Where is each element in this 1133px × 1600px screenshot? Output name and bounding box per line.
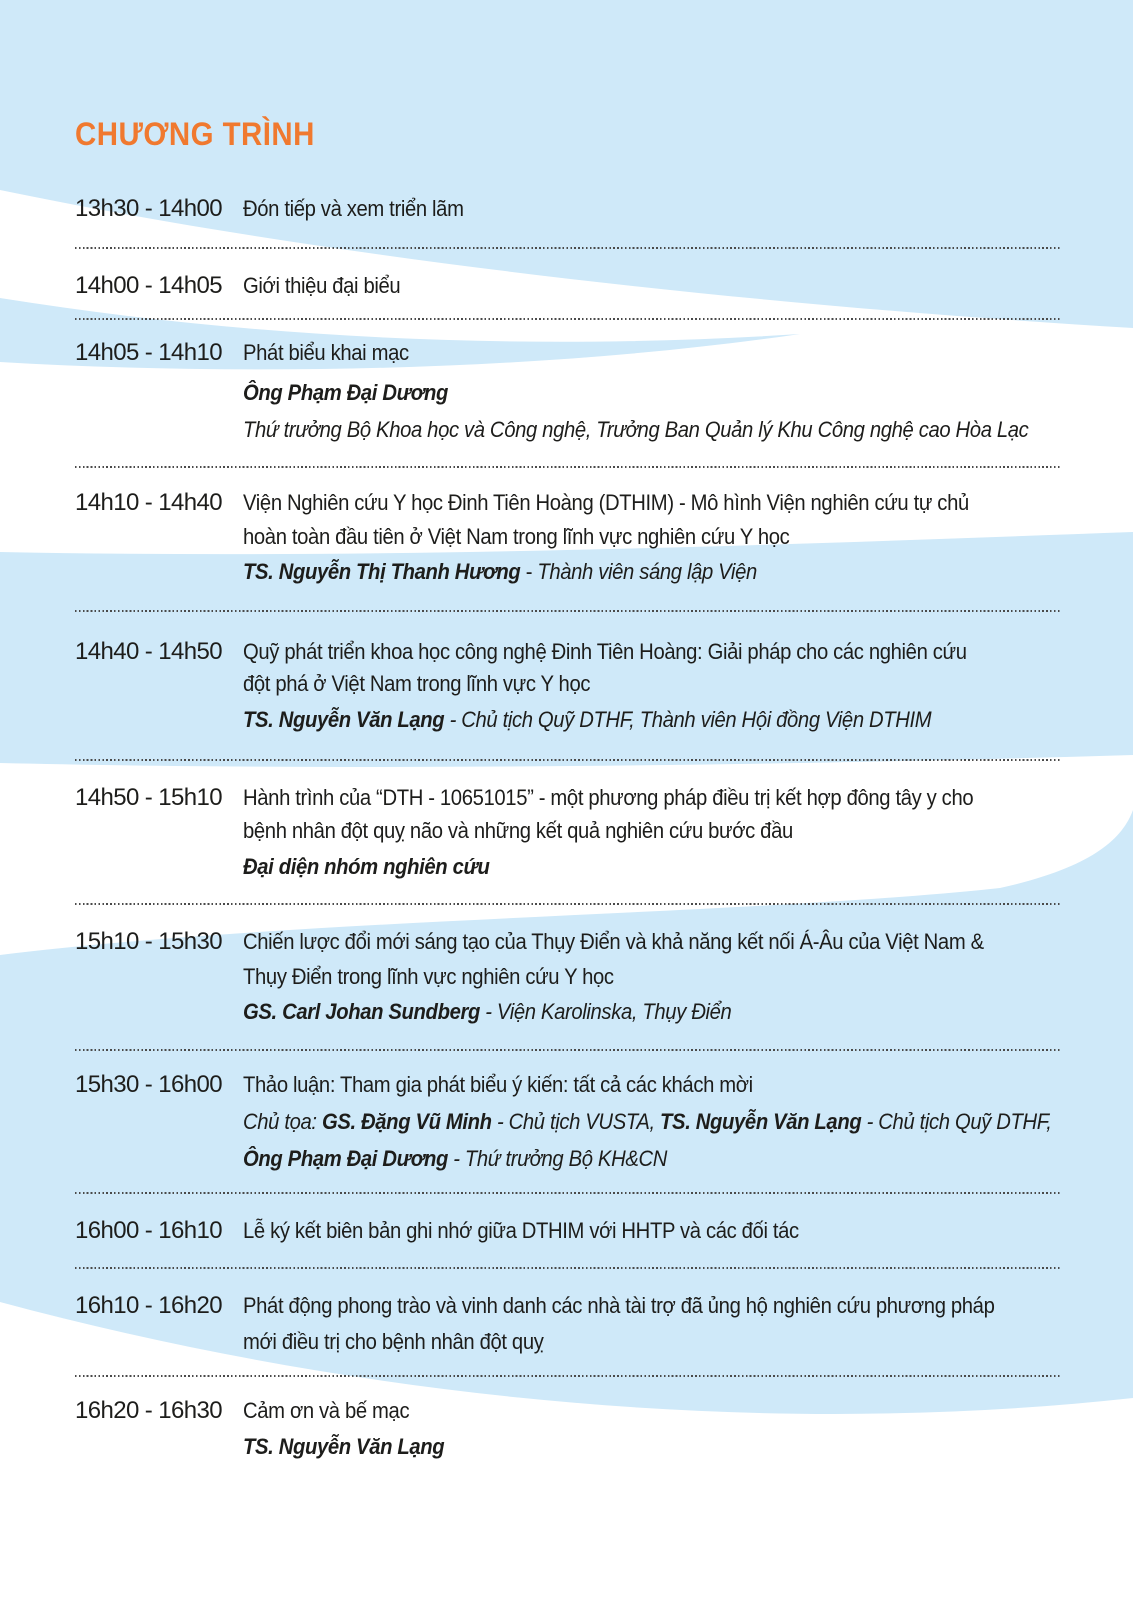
time-label: 15h30 - 16h00 bbox=[75, 1071, 223, 1098]
text-segment: Thành viên sáng lập Viện bbox=[537, 559, 757, 584]
dotted-separator bbox=[75, 759, 1060, 761]
page-title: CHƯƠNG TRÌNH bbox=[75, 116, 315, 152]
session-line bbox=[243, 671, 590, 697]
text-segment: Ông Phạm Đại Dương bbox=[243, 1146, 448, 1171]
text-segment: Phát động phong trào và vinh danh các nhà tài trợ đã ủng hộ nghiên cứu phương pháp bbox=[243, 1293, 995, 1318]
session-line bbox=[243, 196, 464, 222]
text-segment: TS. Nguyễn Văn Lạng bbox=[660, 1109, 862, 1134]
text-segment: Viện Karolinska, Thụy Điển bbox=[496, 999, 732, 1024]
session-line bbox=[243, 559, 757, 585]
text-segment: Hành trình của “DTH - 10651015” - một phương pháp điều trị kết hợp đông tây y cho bbox=[243, 785, 974, 810]
text-segment: TS. Nguyễn Văn Lạng bbox=[243, 1434, 445, 1459]
text-segment: TS. Nguyễn Thị Thanh Hương bbox=[243, 559, 521, 584]
session-line bbox=[243, 999, 731, 1025]
time-label: 16h20 - 16h30 bbox=[75, 1397, 223, 1424]
session-line bbox=[243, 1293, 994, 1319]
text-segment: TS. Nguyễn Văn Lạng bbox=[243, 707, 445, 732]
time-label: 16h10 - 16h20 bbox=[75, 1292, 223, 1319]
text-segment: Chủ tọa: bbox=[243, 1109, 322, 1134]
session-line bbox=[243, 273, 400, 299]
text-segment: - Thứ trưởng Bộ KH&CN bbox=[447, 1146, 668, 1171]
dotted-separator bbox=[75, 1375, 1060, 1377]
text-segment: đột phá ở Việt Nam trong lĩnh vực Y học bbox=[243, 671, 591, 696]
session-line bbox=[243, 929, 984, 955]
dotted-separator bbox=[75, 610, 1060, 612]
time-label: 14h10 - 14h40 bbox=[75, 489, 223, 516]
text-segment: Thảo luận: Tham gia phát biểu ý kiến: tất cả các khách mời bbox=[243, 1072, 753, 1097]
session-line bbox=[243, 1218, 799, 1244]
text-segment: Giới thiệu đại biểu bbox=[243, 273, 401, 298]
text-segment: mới điều trị cho bệnh nhân đột quỵ bbox=[243, 1329, 544, 1354]
dotted-separator bbox=[75, 247, 1060, 249]
text-segment: Đón tiếp và xem triển lãm bbox=[243, 196, 464, 221]
text-segment: - Chủ tịch VUSTA, bbox=[491, 1109, 661, 1134]
session-line bbox=[243, 524, 789, 550]
text-segment: Thứ trưởng Bộ Khoa học và Công nghệ, Trưởng Ban Quản lý Khu Công nghệ cao Hòa Lạc bbox=[243, 417, 1029, 442]
text-segment: Lễ ký kết biên bản ghi nhớ giữa DTHIM với HHTP và các đối tác bbox=[243, 1218, 799, 1243]
dotted-separator bbox=[75, 466, 1060, 468]
time-label: 14h00 - 14h05 bbox=[75, 272, 223, 299]
text-segment: Quỹ phát triển khoa học công nghệ Đinh Tiên Hoàng: Giải pháp cho các nghiên cứu bbox=[243, 639, 967, 664]
text-segment: GS. Đặng Vũ Minh bbox=[321, 1109, 492, 1134]
session-line bbox=[243, 340, 409, 366]
text-segment: - Chủ tịch Quỹ DTHF, bbox=[861, 1109, 1052, 1134]
text-segment: Chiến lược đổi mới sáng tạo của Thụy Điển và khả năng kết nối Á-Âu của Việt Nam & bbox=[243, 929, 984, 954]
text-segment: hoàn toàn đầu tiên ở Việt Nam trong lĩnh vực nghiên cứu Y học bbox=[243, 524, 790, 549]
session-line bbox=[243, 1146, 667, 1172]
session-line bbox=[243, 854, 490, 880]
session-line bbox=[243, 707, 931, 733]
text-segment: Thụy Điển trong lĩnh vực nghiên cứu Y học bbox=[243, 964, 614, 989]
session-line bbox=[243, 818, 793, 844]
text-segment: Chủ tịch Quỹ DTHF, Thành viên Hội đồng Viện DTHIM bbox=[461, 707, 932, 732]
time-label: 15h10 - 15h30 bbox=[75, 928, 223, 955]
session-line bbox=[243, 380, 448, 406]
session-line bbox=[243, 639, 967, 665]
text-segment: GS. Carl Johan Sundberg bbox=[243, 999, 481, 1024]
time-label: 14h40 - 14h50 bbox=[75, 638, 223, 665]
time-label: 16h00 - 16h10 bbox=[75, 1217, 223, 1244]
text-segment: Phát biểu khai mạc bbox=[243, 340, 409, 365]
session-line bbox=[243, 490, 969, 516]
time-label: 13h30 - 14h00 bbox=[75, 195, 223, 222]
text-segment: bệnh nhân đột quỵ não và những kết quả nghiên cứu bước đầu bbox=[243, 818, 793, 843]
text-segment: - bbox=[444, 707, 462, 732]
dotted-separator bbox=[75, 1049, 1060, 1051]
time-label: 14h05 - 14h10 bbox=[75, 339, 223, 366]
text-segment: Ông Phạm Đại Dương bbox=[243, 380, 448, 405]
text-segment: Viện Nghiên cứu Y học Đinh Tiên Hoàng (DTHIM) - Mô hình Viện nghiên cứu tự chủ bbox=[243, 490, 969, 515]
time-label: 14h50 - 15h10 bbox=[75, 784, 223, 811]
session-line bbox=[243, 1072, 753, 1098]
dotted-separator bbox=[75, 903, 1060, 905]
dotted-separator bbox=[75, 1192, 1060, 1194]
session-line bbox=[243, 1109, 1051, 1135]
session-line bbox=[243, 1398, 409, 1424]
session-line bbox=[243, 785, 973, 811]
session-line bbox=[243, 1329, 544, 1355]
text-segment: - bbox=[520, 559, 538, 584]
text-segment: Cảm ơn và bế mạc bbox=[243, 1398, 410, 1423]
session-line bbox=[243, 964, 614, 990]
session-line bbox=[243, 417, 1028, 443]
dotted-separator bbox=[75, 1267, 1060, 1269]
dotted-separator bbox=[75, 318, 1060, 320]
text-segment: Đại diện nhóm nghiên cứu bbox=[243, 854, 490, 879]
text-segment: - bbox=[480, 999, 497, 1024]
session-line bbox=[243, 1434, 444, 1460]
